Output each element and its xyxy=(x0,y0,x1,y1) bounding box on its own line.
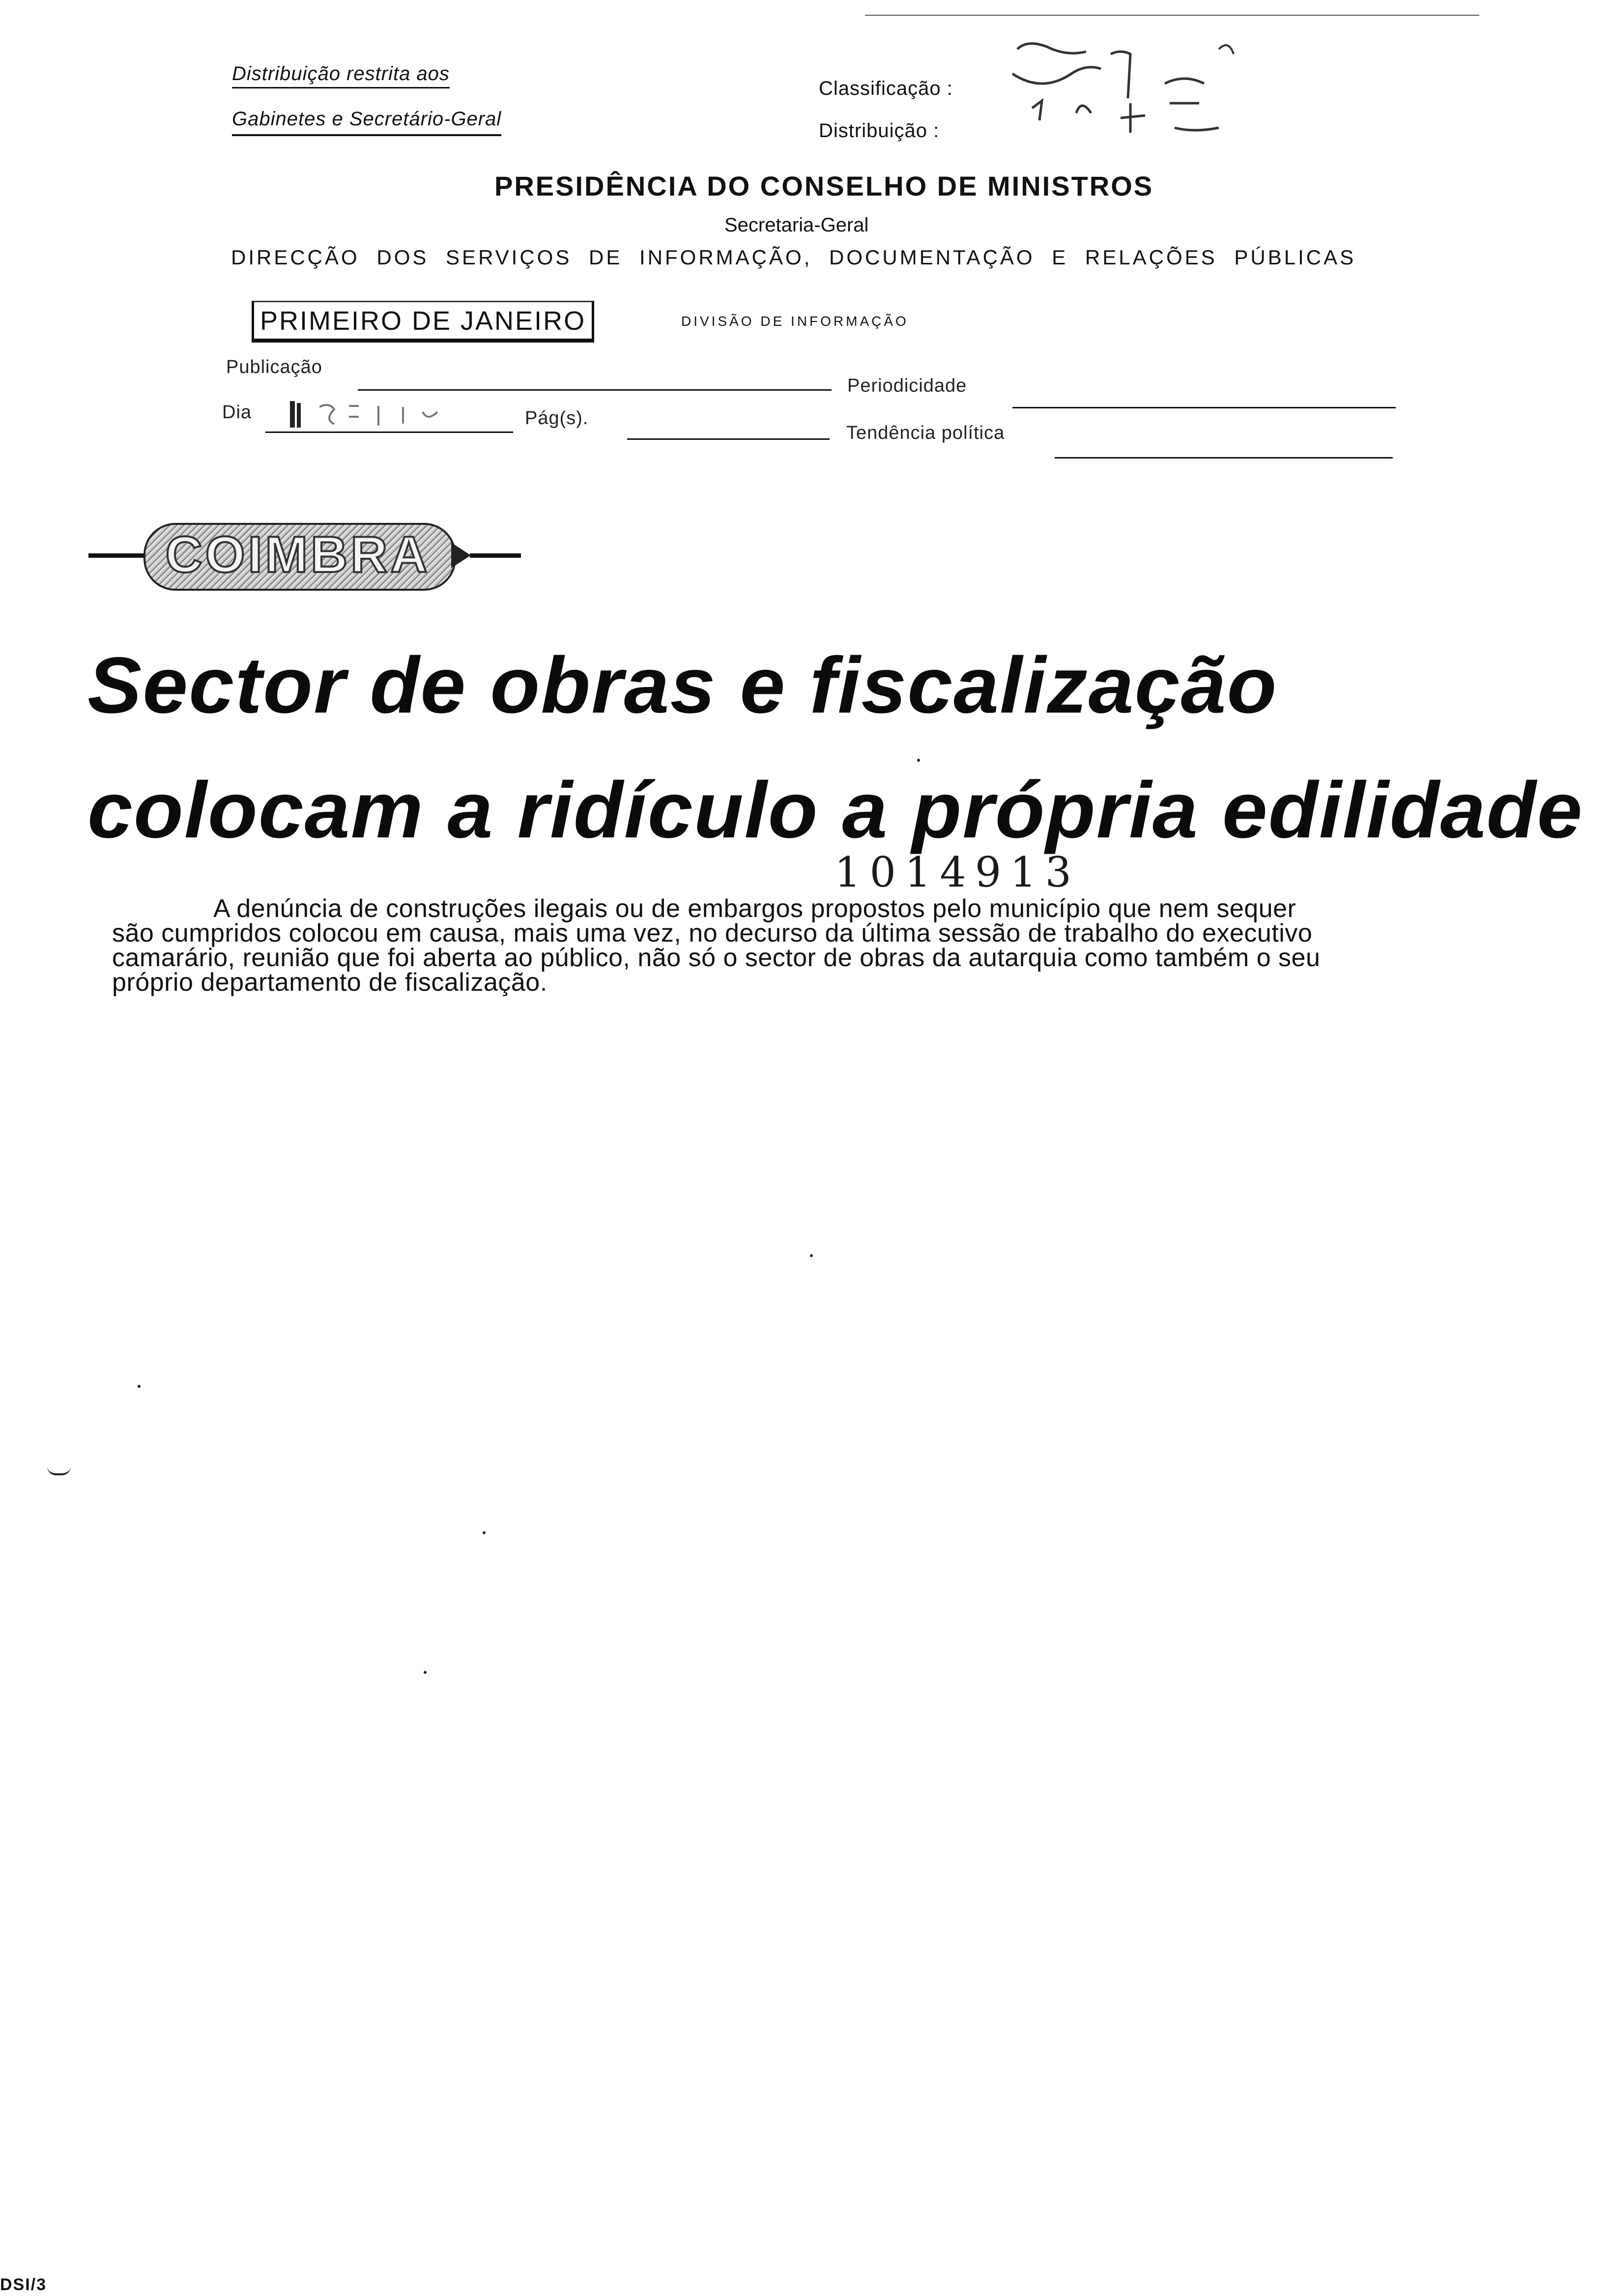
scan-speck xyxy=(424,1671,427,1674)
direccao-line: DIRECÇÃO DOS SERVIÇOS DE INFORMAÇÃO, DOCUMENTAÇÃO E RELAÇÕES PÚBLICAS xyxy=(231,246,1356,269)
distribution-note-line2: Gabinetes e Secretário-Geral xyxy=(232,108,501,136)
banner-right-rule xyxy=(470,553,521,558)
body-line4: próprio departamento de fiscalização. xyxy=(112,968,547,997)
dia-line xyxy=(265,431,513,433)
distribution-note-line1: Distribuição restrita aos xyxy=(232,63,450,88)
body-line1: A denúncia de construções ilegais ou de embargos propostos pelo município que nem sequer xyxy=(213,894,1296,923)
scan-speck xyxy=(810,1254,813,1257)
divisao-label: DIVISÃO DE INFORMAÇÃO xyxy=(681,314,909,329)
dia-label: Dia xyxy=(222,402,252,423)
publication-name: PRIMEIRO DE JANEIRO xyxy=(260,306,586,336)
publicacao-label: Publicação xyxy=(226,357,322,377)
edge-mark xyxy=(47,1466,71,1475)
region-banner-label: COIMBRA xyxy=(165,526,431,583)
reference-number: 1014913 xyxy=(835,848,1081,896)
date-stamp-mark xyxy=(275,397,472,431)
body-line2: são cumpridos colocou em causa, mais uma vez, no decurso da última sessão de trabalho do executivo xyxy=(112,919,1313,947)
distribuicao-label: Distribuição : xyxy=(819,120,940,142)
banner-left-rule xyxy=(88,553,147,558)
pags-label: Pág(s). xyxy=(525,408,589,429)
headline-line1: Sector de obras e fiscalização xyxy=(87,641,1278,730)
pags-line xyxy=(627,438,830,440)
scan-speck xyxy=(138,1385,141,1388)
publicacao-line xyxy=(358,389,832,391)
organization-title: PRESIDÊNCIA DO CONSELHO DE MINISTROS xyxy=(494,171,1154,201)
periodicidade-line xyxy=(1012,407,1396,408)
classificacao-label: Classificação : xyxy=(819,78,953,99)
scan-speck xyxy=(917,759,920,762)
organization-subtitle: Secretaria-Geral xyxy=(724,214,869,236)
tendencia-line xyxy=(1055,457,1393,459)
footer-form-code: DSI/3 xyxy=(0,2275,47,2294)
body-line3: camarário, reunião que foi aberta ao público, não só o sector de obras da autarquia como também o seu xyxy=(112,944,1321,972)
top-edge-rule xyxy=(865,15,1479,16)
periodicidade-label: Periodicidade xyxy=(847,375,967,396)
tendencia-label: Tendência política xyxy=(846,423,1005,443)
publication-name-box xyxy=(252,301,594,343)
scan-speck xyxy=(483,1531,486,1534)
headline-line2: colocam a ridículo a própria edilidade xyxy=(87,766,1583,855)
banner-arrow xyxy=(451,543,471,568)
handwritten-mark xyxy=(1003,29,1278,143)
